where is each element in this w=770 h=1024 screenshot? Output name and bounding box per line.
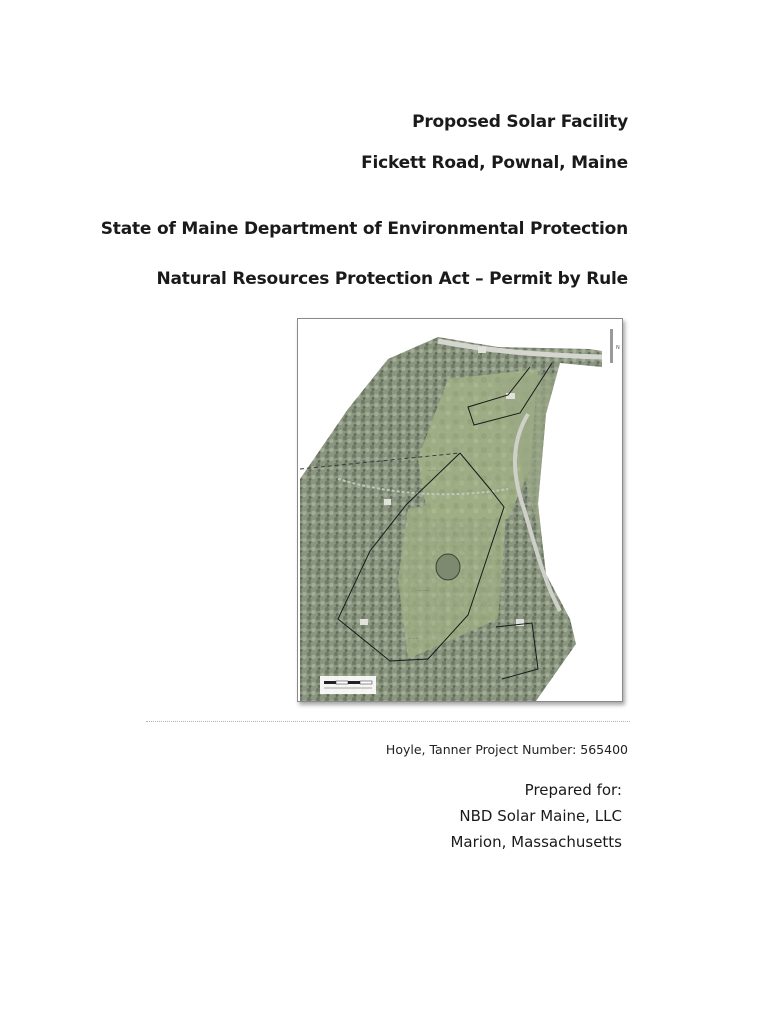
title-line-1: Proposed Solar Facility — [412, 112, 628, 132]
client-location: Marion, Massachusetts — [450, 833, 622, 851]
svg-text:— — —: — — — — [418, 588, 429, 592]
agency-name: State of Maine Department of Environmental Protection — [100, 219, 628, 239]
map-image — [298, 319, 622, 701]
title-line-2: Fickett Road, Pownal, Maine — [361, 153, 628, 173]
aerial-site-map — [297, 318, 623, 702]
svg-text:— — —: — — — — [428, 468, 439, 472]
prepared-for-label: Prepared for: — [524, 781, 622, 799]
section-divider — [146, 721, 630, 722]
scale-bar — [320, 676, 376, 694]
svg-text:N: N — [616, 345, 620, 351]
svg-text:— — —: — — — — [408, 636, 419, 640]
prepared-for-block — [450, 777, 622, 855]
client-name: NBD Solar Maine, LLC — [459, 807, 622, 825]
permit-name: Natural Resources Protection Act – Permit by Rule — [156, 269, 628, 289]
project-number: Hoyle, Tanner Project Number: 565400 — [385, 742, 628, 757]
